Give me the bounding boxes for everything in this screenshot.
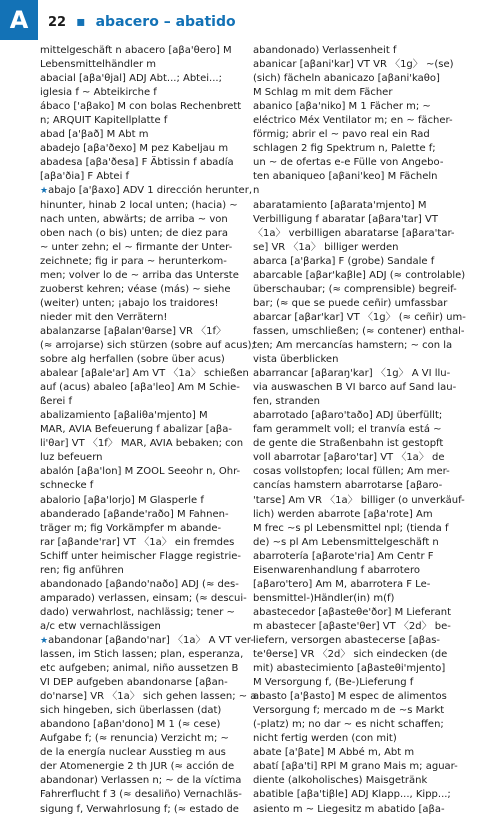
line-text: schnecke f: [40, 480, 94, 492]
line-text: Aufgabe f; (≈ renuncia) Verzicht m; ~: [40, 733, 229, 745]
dictionary-line: [253, 156, 465, 170]
line-text: sigung f, Verwahrlosung f; (≈ estado de: [40, 803, 239, 815]
line-text: nieder mit den Verrätern!: [40, 311, 168, 323]
dictionary-line: [40, 86, 252, 100]
dictionary-line: [253, 494, 465, 508]
dictionary-line: [253, 578, 465, 592]
line-text: (weiter) unten; ¡abajo los traidores!: [40, 297, 219, 309]
dictionary-line: [40, 620, 252, 634]
line-text: se] VR 〈1a〉 billiger werden: [253, 241, 399, 253]
line-text: men; volver lo de ~ arriba das Unterste: [40, 269, 239, 281]
dictionary-line: [253, 536, 465, 550]
line-text: zeichnete; fig ir para ~ herunterkom-: [40, 255, 227, 267]
line-text: abandono [aβan'dono] M 1 (≈ cese): [40, 719, 221, 731]
line-text: asiento m ~ Liegesitz m abatido [aβa-: [253, 803, 445, 815]
dictionary-line: [253, 648, 465, 662]
line-text: abalorio [aβa'lorjo] M Glasperle f: [40, 494, 204, 506]
line-text: (-platz) m; no dar ~ es nicht schaffen;: [253, 719, 444, 731]
line-text: [aβaro'tero] Am M, abarrotera F Le-: [253, 578, 431, 590]
star-icon: ★: [40, 186, 49, 197]
dictionary-line: [253, 297, 465, 311]
line-text: Schiff unter heimischer Flagge registrie-: [40, 550, 241, 562]
dictionary-line: [253, 353, 465, 367]
line-text: überschaubar; (≈ comprensible) begreif-: [253, 283, 457, 295]
dictionary-line: [253, 395, 465, 409]
dictionary-line: [253, 409, 465, 423]
line-text: hinunter, hinab 2 local unten; (hacia) ~: [40, 199, 238, 211]
dictionary-line: [40, 662, 252, 676]
dictionary-line: [253, 283, 465, 297]
line-text: amparado) verlassen, einsam; (≈ descui-: [40, 592, 247, 604]
dictionary-line: [40, 241, 252, 255]
dictionary-line: [40, 367, 252, 381]
line-text: [aβa'ðia] F Abtei f: [40, 171, 130, 183]
line-text: 〈1a〉 verbilligen abaratarse [aβara'tar-: [253, 227, 455, 239]
line-text: VI DEP aufgeben abandonarse [aβan-: [40, 677, 228, 689]
line-text: Eisenwarenhandlung f abarrotero: [253, 564, 420, 576]
dictionary-line: [40, 634, 252, 648]
star-icon: ★: [40, 635, 49, 646]
dictionary-line: [253, 774, 465, 788]
dictionary-line: [253, 620, 465, 634]
page-header: [48, 12, 236, 32]
dictionary-line: [40, 690, 257, 704]
line-text: de la energía nuclear Ausstieg m aus: [40, 747, 226, 759]
dictionary-line: [40, 578, 252, 592]
line-text: M Schlag m mit dem Fächer: [253, 87, 393, 99]
dictionary-line: [253, 437, 465, 451]
line-text: m abastecer [aβaste'θer] VT 〈2d〉 be-: [253, 620, 451, 632]
dictionary-line: [253, 522, 465, 536]
dictionary-line: [40, 423, 252, 437]
dictionary-line: [253, 367, 465, 381]
dictionary-line: [253, 199, 465, 213]
dictionary-line: [253, 718, 465, 732]
line-text: M Versorgung f, (Be-)Lieferung f: [253, 677, 414, 689]
line-text: abastecedor [aβasteθe'ðor] M Lieferant: [253, 606, 452, 618]
line-text: abad [a'βað] M Abt m: [40, 129, 149, 141]
dictionary-line: [40, 774, 252, 788]
line-text: abaratamiento [aβarata'mjento] M: [253, 199, 427, 211]
dictionary-line: [40, 325, 252, 339]
left-column: [40, 44, 257, 815]
dictionary-line: [253, 114, 465, 128]
line-text: abalanzarse [aβalan'θarse] VR 〈1f〉: [40, 325, 227, 337]
page-number: 22: [48, 14, 67, 30]
line-text: ábaco ['aβako] M con bolas Rechenbrett: [40, 101, 242, 113]
dictionary-line: [253, 423, 465, 437]
line-text: 'tarse] Am VR 〈1a〉 billiger (o unverkäuf-: [253, 494, 465, 506]
line-text: abalear [aβale'ar] Am VT 〈1a〉 schießen: [40, 368, 249, 380]
line-text: abate [a'βate] M Abbé m, Abt m: [253, 747, 415, 759]
dictionary-line: [40, 803, 252, 817]
line-text: abacial [aβa'θjal] ADJ Abt...; Abtei...;: [40, 73, 222, 85]
line-text: abanico [aβa'niko] M 1 Fächer m; ~: [253, 101, 431, 113]
line-text: abadejo [aβa'ðexo] M pez Kabeljau m: [40, 143, 229, 155]
line-text: cancías hamstern abarrotarse [aβaro-: [253, 480, 443, 492]
dictionary-line: [253, 592, 465, 606]
line-text: iglesia f ~ Abteikirche f: [40, 87, 157, 99]
dictionary-line: [40, 283, 252, 297]
dictionary-line: [40, 437, 252, 451]
line-text: mit) abastecimiento [aβasteθi'mjento]: [253, 663, 446, 675]
line-text: abandonado) Verlassenheit f: [253, 45, 397, 56]
line-text: li'θar] VT 〈1f〉 MAR, AVIA bebaken; con: [40, 438, 244, 450]
line-text: abandonar [aβando'nar] 〈1a〉 A VT ver-: [48, 634, 254, 646]
dictionary-line: [253, 86, 465, 100]
dictionary-line: [253, 564, 465, 578]
line-text: de gente die Straßenbahn ist gestopft: [253, 438, 444, 450]
line-text: abarcar [aβar'kar] VT 〈1g〉 (≈ ceñir) um-: [253, 311, 466, 323]
line-text: Versorgung f; mercado m de ~s Markt: [253, 705, 445, 717]
line-text: sich hingeben, sich überlassen (dat): [40, 705, 222, 717]
dictionary-line: [40, 395, 252, 409]
line-text: mittelgeschäft n abacero [aβa'θero] M: [40, 45, 232, 56]
line-text: Lebensmittelhändler m: [40, 59, 157, 71]
dictionary-line: [253, 803, 465, 817]
dictionary-line: [253, 325, 465, 339]
dictionary-line: [40, 72, 252, 86]
line-text: nach unten, abwärts; de arriba ~ von: [40, 213, 228, 225]
dictionary-line: [253, 255, 465, 269]
dictionary-line: [40, 746, 252, 760]
dictionary-line: [253, 184, 465, 198]
line-text: abarrancar [aβaraŋ'kar] 〈1g〉 A VI llu-: [253, 368, 451, 380]
dictionary-line: [40, 199, 252, 213]
dictionary-line: [253, 732, 465, 746]
line-text: luz befeuern: [40, 452, 103, 464]
dictionary-line: [253, 381, 465, 395]
dictionary-line: [253, 690, 465, 704]
guide-words: abacero – abatido: [95, 14, 236, 30]
dictionary-line: [253, 465, 465, 479]
line-text: de) ~s pl Am Lebensmittelgeschäft n: [253, 536, 439, 548]
dictionary-line: [253, 676, 465, 690]
line-text: fassen, umschließen; (≈ contener) enthal-: [253, 325, 465, 337]
dictionary-line: [40, 213, 252, 227]
dictionary-line: [40, 760, 252, 774]
dictionary-line: [40, 522, 252, 536]
line-text: n; ARQUIT Kapitellplatte f: [40, 115, 168, 127]
dictionary-line: [253, 100, 465, 114]
dictionary-line: [253, 72, 465, 86]
dictionary-line: [40, 494, 252, 508]
dictionary-line: [40, 58, 252, 72]
line-text: voll abarrotar [aβaro'tar] VT 〈1a〉 de: [253, 452, 445, 464]
dictionary-line: [253, 58, 465, 72]
line-text: dado) verwahrlost, nachlässig; tener ~: [40, 606, 235, 618]
dictionary-line: [253, 339, 465, 353]
dictionary-line: [40, 676, 252, 690]
line-text: oben nach (o bis) unten; de diez para: [40, 227, 228, 239]
dictionary-line: [253, 269, 465, 283]
line-text: etc aufgeben; animal, niño aussetzen B: [40, 663, 239, 675]
dictionary-line: [253, 44, 465, 58]
line-text: abatí [aβa'ti] RPl M grano Mais m; aguar-: [253, 761, 458, 773]
dictionary-line: [40, 508, 252, 522]
dictionary-line: [253, 213, 465, 227]
line-text: cosas vollstopfen; local füllen; Am mer-: [253, 466, 450, 478]
letter-tab: A: [0, 0, 38, 40]
line-text: M frec ~s pl Lebensmittel npl; (tienda f: [253, 522, 449, 534]
dictionary-line: [40, 170, 252, 184]
dictionary-line: [253, 170, 465, 184]
line-text: un ~ de ofertas e-e Fülle von Angebo-: [253, 157, 444, 169]
line-text: eléctrico Méx Ventilator m; en ~ fächer-: [253, 115, 453, 127]
line-text: förmig; abrir el ~ pavo real ein Rad: [253, 129, 430, 141]
line-text: bar; (≈ que se puede ceñir) umfassbar: [253, 297, 448, 309]
dictionary-line: [253, 746, 465, 760]
dictionary-line: [40, 44, 252, 58]
line-text: abajo [a'βaxo] ADV 1 dirección herunter,: [48, 185, 252, 197]
line-text: a/c etw vernachlässigen: [40, 620, 161, 632]
line-text: fam gerammelt voll; el tranvía está ~: [253, 424, 442, 436]
dictionary-line: [40, 100, 252, 114]
dictionary-line: [253, 606, 465, 620]
dictionary-line: [253, 508, 465, 522]
dictionary-line: [253, 479, 465, 493]
line-text: Fahrerflucht f 3 (≈ desaliño) Vernachläs-: [40, 789, 242, 801]
dictionary-line: [40, 156, 252, 170]
dictionary-line: [40, 353, 252, 367]
dictionary-line: [40, 381, 252, 395]
dictionary-line: [40, 311, 252, 325]
line-text: ren; fig anführen: [40, 564, 124, 576]
line-text: liefern, versorgen abastecerse [aβas-: [253, 634, 441, 646]
dictionary-line: [253, 634, 465, 648]
line-text: diente (alkoholisches) Maisgetränk: [253, 775, 428, 787]
line-text: ten; Am mercancías hamstern; ~ con la: [253, 339, 453, 351]
dictionary-line: [40, 704, 252, 718]
line-text: zuoberst kehren; véase (más) ~ siehe: [40, 283, 231, 295]
line-text: schlagen 2 fig Spektrum n, Palette f;: [253, 143, 436, 155]
line-text: abanicar [aβani'kar] VT VR 〈1g〉 ~(se): [253, 59, 454, 71]
dictionary-line: [253, 311, 465, 325]
dictionary-line: [40, 114, 252, 128]
line-text: abalón [aβa'lon] M ZOOL Seeohr n, Ohr-: [40, 466, 241, 478]
line-text: ten abaniqueo [aβani'keo] M Fächeln: [253, 171, 438, 183]
line-text: bensmittel-)Händler(in) m(f): [253, 592, 395, 604]
line-text: träger m; fig Vorkämpfer m abande-: [40, 522, 222, 534]
line-text: fen, stranden: [253, 396, 320, 408]
dictionary-line: [253, 788, 465, 802]
dictionary-line: [40, 788, 252, 802]
dictionary-line: [40, 128, 252, 142]
line-text: Verbilligung f abaratar [aβara'tar] VT: [253, 213, 438, 225]
dictionary-line: [40, 339, 255, 353]
dictionary-line: [40, 269, 252, 283]
dictionary-line: [40, 564, 252, 578]
line-text: te'θerse] VR 〈2d〉 sich eindecken (de: [253, 649, 448, 661]
line-text: abadesa [aβa'ðesa] F Äbtissin f abadía: [40, 157, 234, 169]
line-text: rar [aβande'rar] VT 〈1a〉 ein fremdes: [40, 536, 235, 548]
line-text: abalizamiento [aβaliθa'mjento] M: [40, 410, 208, 422]
dictionary-line: [253, 142, 465, 156]
dictionary-line: [40, 184, 252, 198]
line-text: ~ unter zehn; el ~ firmante der Unter-: [40, 241, 233, 253]
dictionary-line: [40, 732, 252, 746]
dictionary-line: [40, 142, 252, 156]
dictionary-line: [40, 536, 252, 550]
line-text: lich) werden abarrote [aβa'rote] Am: [253, 508, 433, 520]
line-text: abarcable [aβar'kaβle] ADJ (≈ controlable): [253, 269, 466, 281]
line-text: (≈ arrojarse) sich stürzen (sobre auf acus);: [40, 339, 255, 351]
dictionary-line: [40, 255, 252, 269]
dictionary-line: [40, 409, 252, 423]
right-column: [253, 44, 466, 815]
dictionary-line: [40, 451, 252, 465]
dictionary-line: [253, 550, 465, 564]
line-text: sobre alg herfallen (sobre über acus): [40, 354, 225, 366]
line-text: abarrotado [aβaro'taðo] ADJ überfüllt;: [253, 410, 443, 422]
dictionary-line: [253, 128, 465, 142]
line-text: abasto [a'βasto] M espec de alimentos: [253, 691, 447, 703]
dictionary-line: [40, 718, 252, 732]
dictionary-line: [253, 241, 465, 255]
line-text: via auswaschen B VI barco auf Sand lau-: [253, 382, 457, 394]
dictionary-line: [253, 662, 465, 676]
line-text: do'narse] VR 〈1a〉 sich gehen lassen; ~ a: [40, 691, 257, 703]
dictionary-line: [253, 704, 465, 718]
line-text: abatible [aβa'tiβle] ADJ Klapp..., Kipp...;: [253, 789, 451, 801]
line-text: n: [253, 185, 260, 197]
line-text: der Atomenergie 2 th JUR (≈ acción de: [40, 761, 235, 773]
dictionary-line: [40, 479, 252, 493]
line-text: abandonado [aβando'naðo] ADJ (≈ des-: [40, 578, 239, 590]
line-text: ßerei f: [40, 396, 72, 408]
line-text: abanderado [aβande'raðo] M Fahnen-: [40, 508, 229, 520]
dictionary-line: [253, 451, 465, 465]
dictionary-line: [253, 227, 465, 241]
dictionary-line: [40, 297, 252, 311]
header-bullet: ▪: [76, 14, 86, 30]
dictionary-line: [40, 227, 252, 241]
dictionary-line: [253, 760, 465, 774]
line-text: vista überblicken: [253, 354, 339, 366]
dictionary-line: [40, 550, 252, 564]
line-text: MAR, AVIA Befeuerung f abalizar [aβa-: [40, 424, 232, 436]
line-text: abarca [a'βarka] F (grobe) Sandale f: [253, 255, 435, 267]
dictionary-line: [40, 465, 252, 479]
line-text: abarrotería [aβarote'ria] Am Centr F: [253, 550, 434, 562]
line-text: auf (acus) abaleo [aβa'leo] Am M Schie-: [40, 382, 240, 394]
line-text: lassen, im Stich lassen; plan, esperanza,: [40, 649, 244, 661]
line-text: abandonar) Verlassen n; ~ de la víctima: [40, 775, 242, 787]
line-text: nicht fertig werden (con mit): [253, 733, 397, 745]
dictionary-line: [40, 592, 252, 606]
dictionary-line: [40, 648, 252, 662]
line-text: (sich) fächeln abanicazo [aβani'kaθo]: [253, 73, 440, 85]
dictionary-line: [40, 606, 252, 620]
